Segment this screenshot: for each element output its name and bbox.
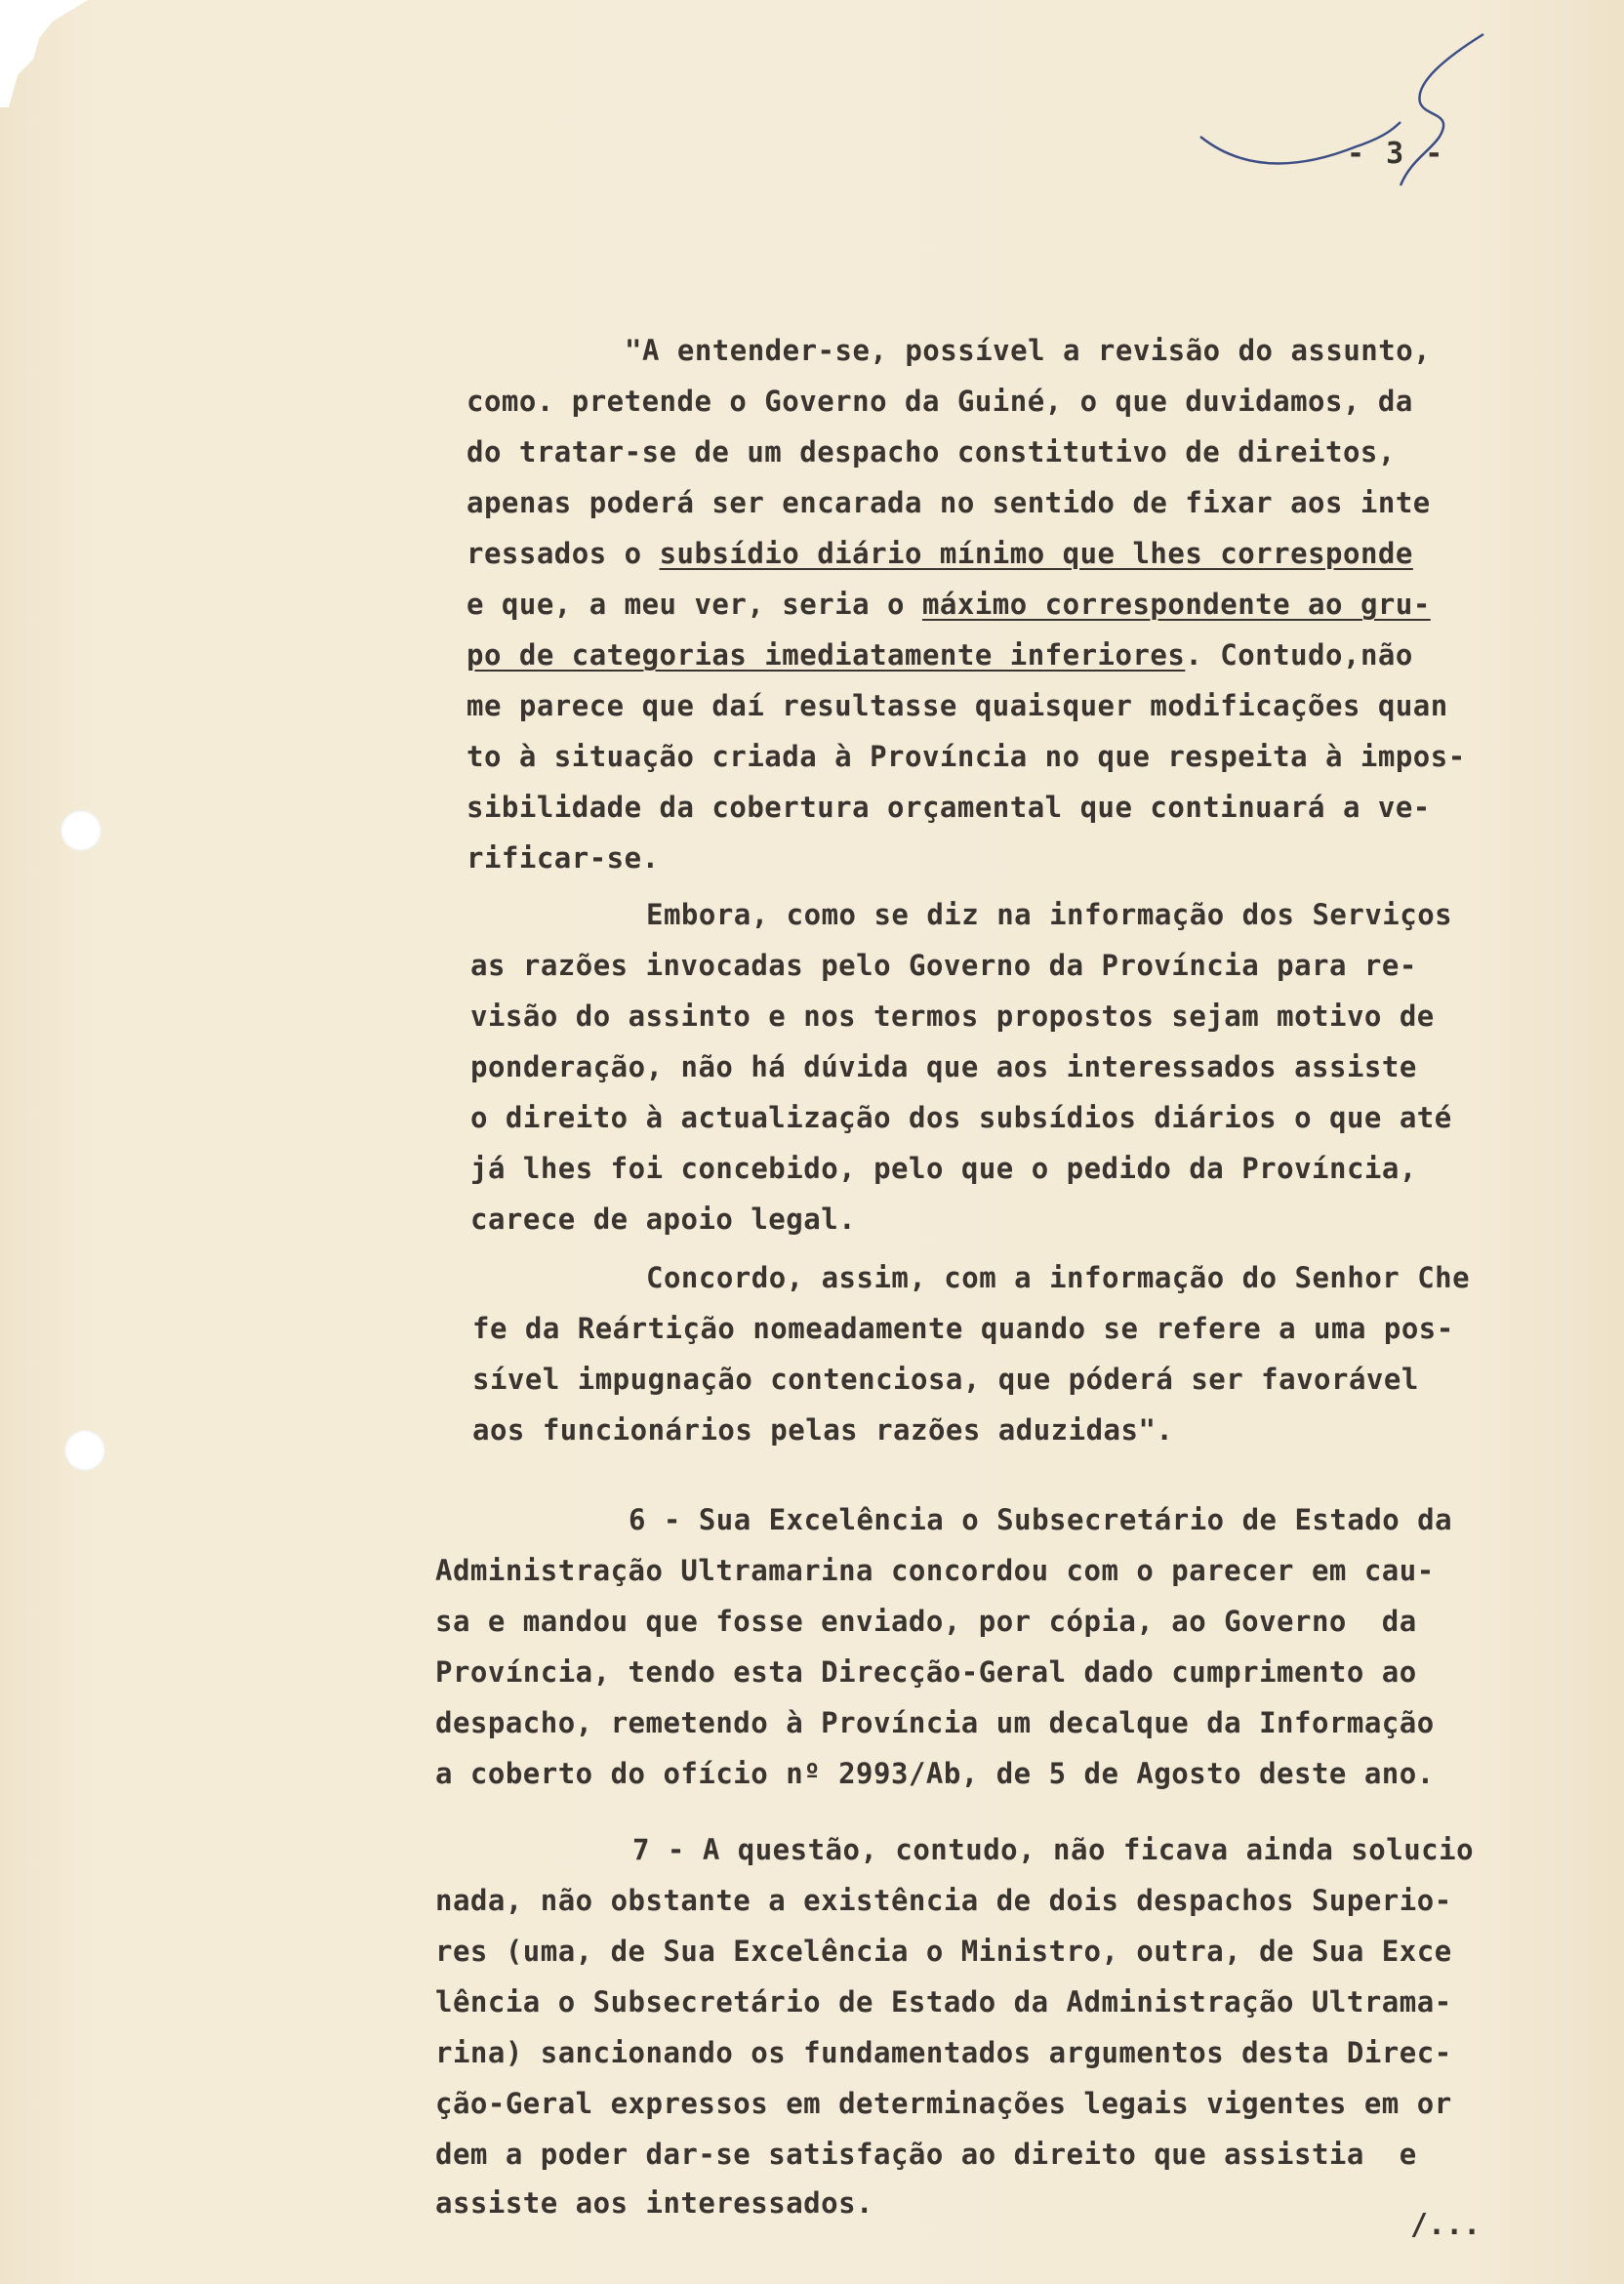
underlined-text: máximo correspondente ao gru- [921,588,1431,621]
text-line: "A entender-se, possível a revisão do assunto, [625,334,1432,367]
text-line: sa e mandou que fosse enviado, por cópia, ao Governo da [435,1605,1417,1638]
text-line: carece de apoio legal. [470,1203,857,1236]
text-line: a coberto do ofício nº 2993/Ab, de 5 de Agosto deste ano. [435,1757,1435,1790]
text-line: to à situação criada à Província no que respeita à impos- [467,740,1466,773]
signature-mark [1191,29,1522,205]
text-line: visão do assinto e nos termos propostos sejam motivo de [470,999,1435,1033]
text-segment: . Contudo,não [1185,638,1413,672]
text-line: sível impugnação contenciosa, que póderá ser favorável [472,1363,1419,1396]
text-line: assiste aos interessados. [435,2186,873,2220]
text-line: aos funcionários pelas razões aduzidas". [472,1413,1174,1447]
text-line: apenas poderá ser encarada no sentido de fixar aos inte [467,486,1431,519]
text-line: rificar-se. [467,841,660,875]
text-line: Embora, como se diz na informação dos Serviços [646,898,1453,931]
text-line: 6 - Sua Excelência o Subsecretário de Estado da [629,1503,1453,1536]
text-line: do tratar-se de um despacho constitutivo de direitos, [467,435,1396,469]
text-line [467,588,1431,621]
text-segment: ressados o [467,537,660,570]
text-line: fe da Reártição nomeadamente quando se refere a uma pos- [472,1312,1454,1345]
text-segment: e que, a meu ver, seria o [467,588,922,621]
text-line: dem a poder dar-se satisfação ao direito que assistia e [435,2138,1417,2171]
punch-hole [64,1430,105,1471]
text-line: o direito à actualização dos subsídios diários o que até [470,1101,1452,1134]
continuation-mark: /... [1410,2208,1482,2242]
text-line: Administração Ultramarina concordou com o parecer em cau- [435,1554,1435,1587]
text-line: despacho, remetendo à Província um decalque da Informação [435,1706,1435,1739]
text-line [467,537,1413,570]
text-line: ção-Geral expressos em determinações legais vigentes em or [435,2087,1452,2120]
text-line: Concordo, assim, com a informação do Senhor Che [646,1261,1471,1294]
text-line: rina) sancionando os fundamentados argumentos desta Direc- [435,2036,1452,2069]
page-number: - 3 - [1347,137,1445,171]
text-line: me parece que daí resultasse quaisquer modificações quan [467,689,1448,722]
punch-hole [61,810,102,851]
text-line: res (uma, de Sua Excelência o Ministro, outra, de Sua Exce [435,1935,1452,1968]
torn-corner [0,0,88,107]
underlined-text: po de categorias imediatamente inferiores [467,638,1186,672]
text-line: as razões invocadas pelo Governo da Província para re- [470,949,1417,982]
text-line: 7 - A questão, contudo, não ficava ainda solucio [632,1833,1475,1866]
text-line: nada, não obstante a existência de dois despachos Superio- [435,1884,1452,1917]
text-line: como. pretende o Governo da Guiné, o que duvidamos, da [467,385,1413,418]
underlined-text: subsídio diário mínimo que lhes corresponde [659,537,1413,570]
text-line: ponderação, não há dúvida que aos interessados assiste [470,1050,1417,1083]
text-line: já lhes foi concebido, pelo que o pedido da Província, [470,1152,1417,1185]
text-line: lência o Subsecretário de Estado da Administração Ultrama- [435,1985,1452,2019]
text-line [467,638,1413,672]
text-line: Província, tendo esta Direcção-Geral dado cumprimento ao [435,1655,1417,1689]
text-line: sibilidade da cobertura orçamental que continuará a ve- [467,791,1431,824]
